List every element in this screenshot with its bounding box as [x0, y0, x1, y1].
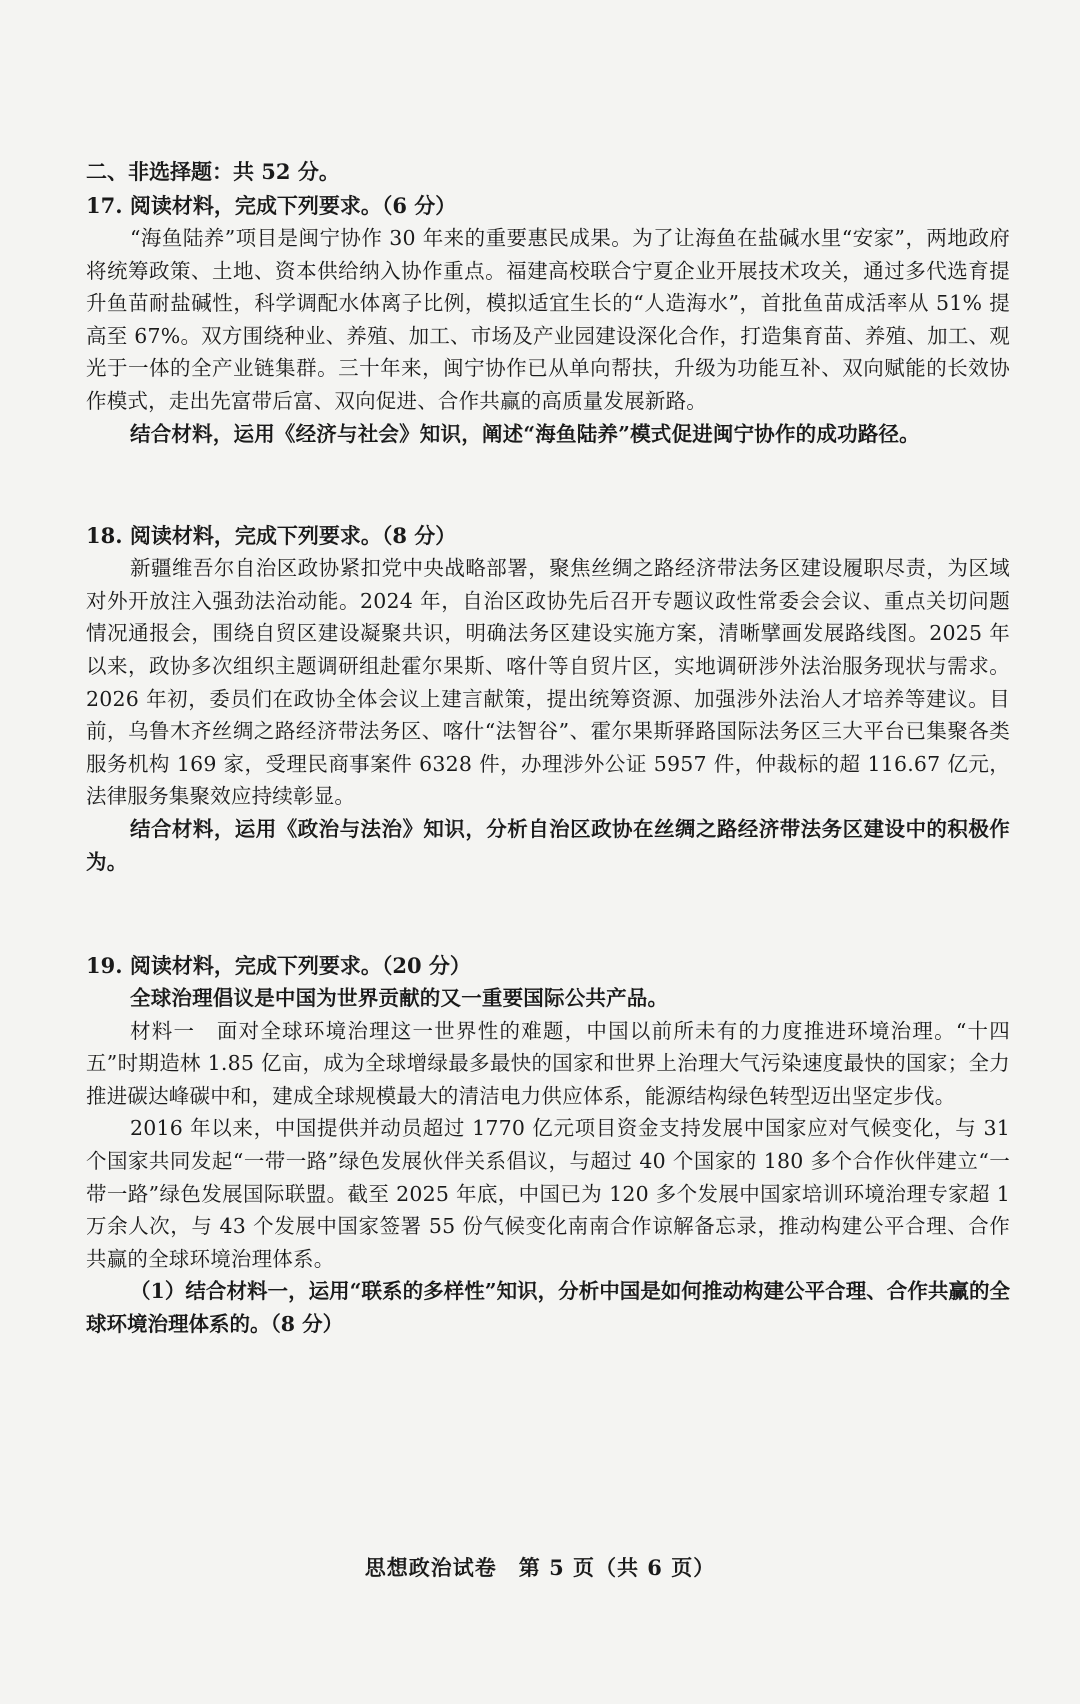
q17-heading: 17. 阅读材料，完成下列要求。（6 分） [86, 193, 457, 218]
q19-intro: 全球治理倡议是中国为世界贡献的又一重要国际公共产品。 [130, 986, 669, 1011]
q17-material: “海鱼陆养”项目是闽宁协作 30 年来的重要惠民成果。为了让海鱼在盐碱水里“安家”，两地政府将统筹政策、土地、资本供给纳入协作重点。福建高校联合宁夏企业开展技术攻关，通过多代选育提升鱼苗耐盐碱性，科学调配水体离子比例，模拟适宜生长的“人造海水”，首批鱼苗成活率从 51% 提高至 67%。双方围绕种业、养殖、加工、市场及产业园建设深化合作，打造集育苗、养殖、加工、观光于一体的全产业链集群。三十年来，闽宁协作已从单向帮扶，升级为功能互补、双向赋能的长效协作模式，走出先富带后富、双向促进、合作共赢的高质量发展新路。 [86, 226, 1010, 413]
q18-material: 新疆维吾尔自治区政协紧扣党中央战略部署，聚焦丝绸之路经济带法务区建设履职尽责，为区域对外开放注入强劲法治动能。2024 年，自治区政协先后召开专题议政性常委会会议、重点关切问题情况通报会，围绕自贸区建设凝聚共识，明确法务区建设实施方案，清晰擘画发展路线图。2025 年以来，政协多次组织主题调研组赴霍尔果斯、喀什等自贸片区，实地调研涉外法治服务现状与需求。2026 年初，委员们在政协全体会议上建言献策，提出统筹资源、加强涉外法治人才培养等建议。目前，乌鲁木齐丝绸之路经济带法务区、喀什“法智谷”、霍尔果斯驿路国际法务区三大平台已集聚各类服务机构 169 家，受理民商事案件 6328 件，办理涉外公证 5957 件，仲裁标的超 116.67 亿元，法律服务集聚效应持续彰显。 [86, 556, 1010, 809]
q18-task: 结合材料，运用《政治与法治》知识，分析自治区政协在丝绸之路经济带法务区建设中的积极作为。 [86, 816, 1010, 874]
q19-heading: 19. 阅读材料，完成下列要求。（20 分） [86, 953, 471, 979]
question-19 [86, 950, 1010, 1341]
section-title: 二、非选择题：共 52 分。 [86, 159, 340, 184]
q19-material1: 材料一 面对全球环境治理这一世界性的难题，中国以前所未有的力度推进环境治理。“十四五”时期造林 1.85 亿亩，成为全球增绿最多最快的国家和世界上治理大气污染速度最快的国家；全力推进碳达峰碳中和，建成全球规模最大的清洁电力供应体系，能源结构绿色转型迈出坚定步伐。 [86, 1018, 1010, 1108]
q17-task: 结合材料，运用《经济与社会》知识，阐述“海鱼陆养”模式促进闽宁协作的成功路径。 [130, 421, 920, 446]
q18-heading: 18. 阅读材料，完成下列要求。（8 分） [86, 523, 457, 549]
q19-subquestion-1: （1）结合材料一，运用“联系的多样性”知识，分析中国是如何推动构建公平合理、合作共赢的全球环境治理体系的。（8 分） [86, 1279, 1010, 1337]
question-17 [86, 190, 1010, 450]
q19-material1-continued: 2016 年以来，中国提供并动员超过 1770 亿元项目资金支持发展中国家应对气候变化，与 31 个国家共同发起“一带一路”绿色发展伙伴关系倡议，与超过 40 个国家的 180 多个合作伙伴建立“一带一路”绿色发展国际联盟。截至 2025 年底，中国已为 120 多个发展中国家培训环境治理专家超 1 万余人次，与 43 个发展中国家签署 55 份气候变化南南合作谅解备忘录，推动构建公平合理、合作共赢的全球环境治理体系。 [86, 1116, 1010, 1271]
question-18 [86, 520, 1010, 878]
answer-space-18 [86, 878, 1010, 950]
answer-space-17 [86, 450, 1010, 520]
page-footer: 思想政治试卷 第 5 页（共 6 页） [364, 1555, 716, 1580]
